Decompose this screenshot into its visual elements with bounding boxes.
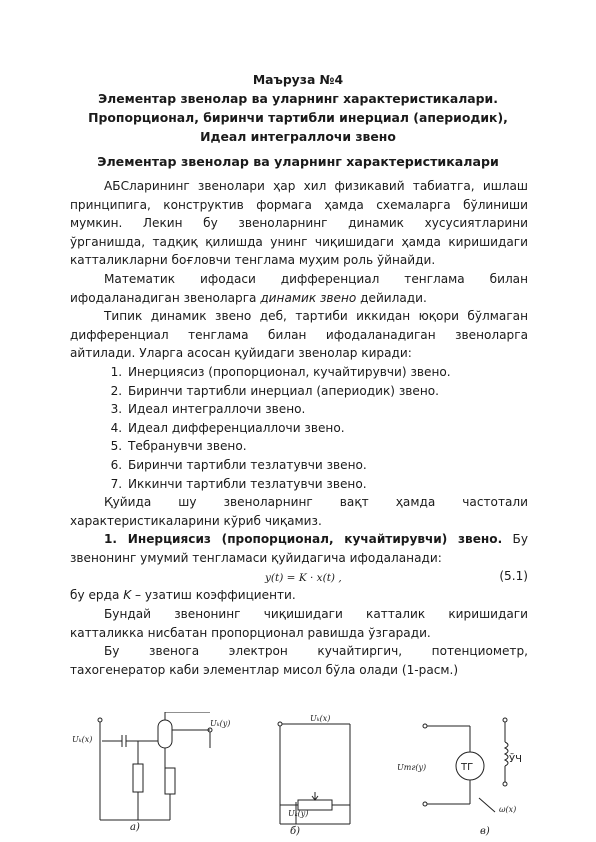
list-item: 3. Идеал интеграллочи звено. bbox=[126, 400, 528, 419]
link-types-list bbox=[70, 363, 528, 493]
fig-c-tg-label: ТГ bbox=[461, 762, 474, 773]
figure-a-caption: а) bbox=[130, 822, 140, 833]
paragraph-2-text: дейилади. bbox=[356, 290, 427, 305]
formula-line bbox=[70, 567, 528, 586]
paragraph-8-line: тахогенератор каби элементлар мисол бўла олади (1-расм.) bbox=[70, 662, 459, 677]
paragraph-6-text: – узатиш коэффициенти. bbox=[131, 588, 296, 603]
paragraph-2-line: Математик ифодаси дифференциал тенглама билан bbox=[104, 271, 528, 286]
list-item: 1. Инерциясиз (пропорционал, кучайтирувчи) звено. bbox=[126, 363, 528, 382]
coefficient-symbol: K bbox=[123, 588, 132, 603]
list-item: 2. Биринчи тартибли инерциал (апериодик) звено. bbox=[126, 382, 528, 401]
paragraph-3-line: айтилади. Уларга асосан қуйидаги звенолар киради: bbox=[70, 346, 412, 361]
fig-c-field-label: ЎЧ bbox=[509, 754, 522, 765]
paragraph-1-line: принципига, конструктив формага ҳамда схемаларга бўлиниши bbox=[70, 197, 528, 212]
figure-b-potentiometer-circuit bbox=[270, 712, 380, 830]
paragraph-1-line: ўрганишда, тадқиқ қилишда унинг чиқишидаги ҳамда киришидаги bbox=[70, 234, 528, 249]
dynamic-link-term: динамик звено bbox=[260, 290, 357, 305]
figure-b-caption: б) bbox=[290, 826, 301, 837]
paragraph-6-text: бу ерда bbox=[70, 588, 124, 603]
paragraph-1-line: АБСларининг звенолари ҳар хил физикавий табиатга, ишлаш bbox=[104, 179, 528, 193]
section-title: Элементар звенолар ва уларнинг характеристикалари bbox=[97, 154, 499, 169]
list-item: 7. Иккинчи тартибли тезлатувчи звено. bbox=[126, 475, 528, 494]
paragraph-6-line bbox=[70, 586, 528, 605]
figure-c-caption: в) bbox=[480, 826, 490, 837]
formula: y(t) = K · x(t) , bbox=[265, 572, 342, 585]
paragraph-1-line: катталикларни боғловчи тенглама муҳим роль ўйнайди. bbox=[70, 253, 436, 268]
lecture-title-line-2: Пропорционал, биринчи тартибли инерциал (апериодик), bbox=[88, 110, 508, 125]
fig-c-omega-label: ω(x) bbox=[499, 805, 517, 814]
fig-b-output-label: Uₖ(y) bbox=[288, 809, 309, 818]
paragraph-5-text: Бу bbox=[502, 532, 528, 547]
paragraph-5-line: звенонинг умумий тенгламаси қуйидагича ифодаланади: bbox=[70, 550, 442, 565]
paragraph-8-line: Бу звенога электрон кучайтиргич, потенциометр, bbox=[104, 644, 528, 659]
formula-number: (5.1) bbox=[499, 569, 528, 584]
paragraph-3-line: дифференциал тенглама билан ифодаланадиган звеноларга bbox=[70, 327, 528, 342]
paragraph-3-line: Типик динамик звено деб, тартиби иккидан юқори бўлмаган bbox=[104, 309, 528, 324]
lecture-title-line-1: Элементар звенолар ва уларнинг характеристикалари. bbox=[98, 91, 498, 106]
paragraph-7-line: Бундай звенонинг чиқишидаги катталик киришидаги bbox=[104, 607, 528, 622]
fig-a-input-label: Uₖ(x) bbox=[72, 735, 93, 744]
lecture-number: Маъруза №4 bbox=[252, 72, 344, 87]
paragraph-2-text: ифодаланадиган звеноларга bbox=[70, 290, 261, 305]
figure-a-amplifier-circuit bbox=[70, 712, 240, 830]
subsection-heading: 1. Инерциясиз (пропорционал, кучайтирувчи) звено. bbox=[104, 532, 503, 547]
paragraph-2-line bbox=[70, 289, 528, 308]
list-item: 6. Биринчи тартибли тезлатувчи звено. bbox=[126, 456, 528, 475]
lecture-title-line-3: Идеал интеграллочи звено bbox=[200, 129, 396, 144]
fig-a-output-label: Uₖ(y) bbox=[210, 719, 231, 728]
paragraph-1-line: мумкин. Лекин бу звеноларнинг динамик хусусиятларини bbox=[70, 216, 528, 231]
figure-c-tachogenerator-circuit bbox=[395, 712, 535, 830]
paragraph-7-line: катталикка нисбатан пропорционал равишда ўзгаради. bbox=[70, 625, 431, 640]
list-item: 5. Тебранувчи звено. bbox=[126, 437, 528, 456]
body-text bbox=[70, 177, 528, 679]
paragraph-4-line: характеристикаларини кўриб чиқамиз. bbox=[70, 513, 322, 528]
fig-b-input-label: Uₖ(x) bbox=[310, 714, 331, 723]
list-item: 4. Идеал дифференциаллочи звено. bbox=[126, 419, 528, 438]
fig-c-output-label: Uтг(y) bbox=[397, 763, 427, 772]
paragraph-4-line: Қуйида шу звеноларнинг вақт ҳамда частотали bbox=[104, 495, 528, 510]
paragraph-5-line bbox=[70, 530, 528, 549]
lecture-header bbox=[60, 70, 536, 146]
